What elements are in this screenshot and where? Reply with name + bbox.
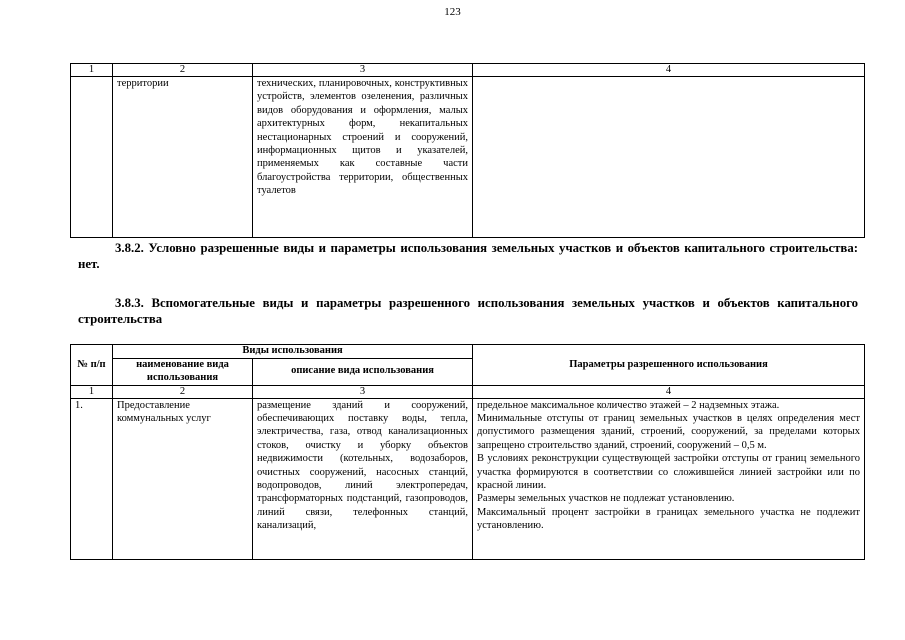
name-cell: территории xyxy=(113,77,253,238)
column-number: 3 xyxy=(253,385,473,398)
params-cell xyxy=(473,77,865,238)
row-number-cell: 1. xyxy=(71,398,113,559)
column-number: 4 xyxy=(473,64,865,77)
row-number-cell xyxy=(71,77,113,238)
table-row xyxy=(71,77,865,238)
name-cell: Предоставление коммунальных услуг xyxy=(113,398,253,559)
param-line: Максимальный процент застройки в границах земельного участка не подлежит установлению. xyxy=(477,506,861,532)
auxiliary-uses-table xyxy=(70,344,865,560)
column-number-row xyxy=(71,64,865,77)
header-num: № п/п xyxy=(71,345,113,386)
header-name: наименование вида использования xyxy=(113,358,253,385)
param-line: предельное максимальное количество этажей – 2 надземных этажа. xyxy=(477,399,780,411)
table-row xyxy=(71,398,865,559)
column-number: 2 xyxy=(113,385,253,398)
header-description: описание вида использования xyxy=(253,358,473,385)
column-number: 3 xyxy=(253,64,473,77)
param-line: В условиях реконструкции существующей застройки отступы от границ земельного участка формируются в соответствии со сложившейся линией застройки или по красной линии. xyxy=(477,453,861,491)
description-cell: размещение зданий и сооружений, обеспечивающих поставку воды, тепла, электричества, газа, отвод канализационных стоков, очистку и уборку объектов недвижимости (котельных, водозаборов, очистных сооружений, насосных станций, водопроводов, линий электропередач, трансформаторных подстанций, газопроводов, линий связи, телефонных станций, канализаций, xyxy=(253,398,473,559)
page-number: 123 xyxy=(444,6,461,18)
param-line: Размеры земельных участков не подлежат установлению. xyxy=(477,493,735,505)
section-heading-3-8-3: 3.8.3. Вспомогательные виды и параметры разрешенного использования земельных участков и объектов капитального строительства xyxy=(78,296,858,326)
column-number: 1 xyxy=(71,385,113,398)
table-continued xyxy=(70,63,865,238)
column-number: 1 xyxy=(71,64,113,77)
header-group: Виды использования xyxy=(113,345,473,359)
header-row xyxy=(71,345,865,359)
params-cell xyxy=(473,398,865,559)
section-heading-3-8-2: 3.8.2. Условно разрешенные виды и параметры использования земельных участков и объектов капитального строительства: нет. xyxy=(78,241,858,271)
column-number: 4 xyxy=(473,385,865,398)
column-number-row xyxy=(71,385,865,398)
column-number: 2 xyxy=(113,64,253,77)
header-params: Параметры разрешенного использования xyxy=(473,345,865,386)
description-cell: технических, планировочных, конструктивных устройств, элементов озеленения, различных видов оборудования и оформления, малых архитектурных форм, некапитальных нестационарных строений и сооружений, информационных щитов и указателей, применяемых как составные части благоустройства территории, общественных туалетов xyxy=(253,77,473,238)
param-line: Минимальные отступы от границ земельных участков в целях определения мест допустимого размещения зданий, строений, сооружений, за пределами которых запрещено строительство зданий, строений, сооружений – 0,5 м. xyxy=(477,412,861,451)
